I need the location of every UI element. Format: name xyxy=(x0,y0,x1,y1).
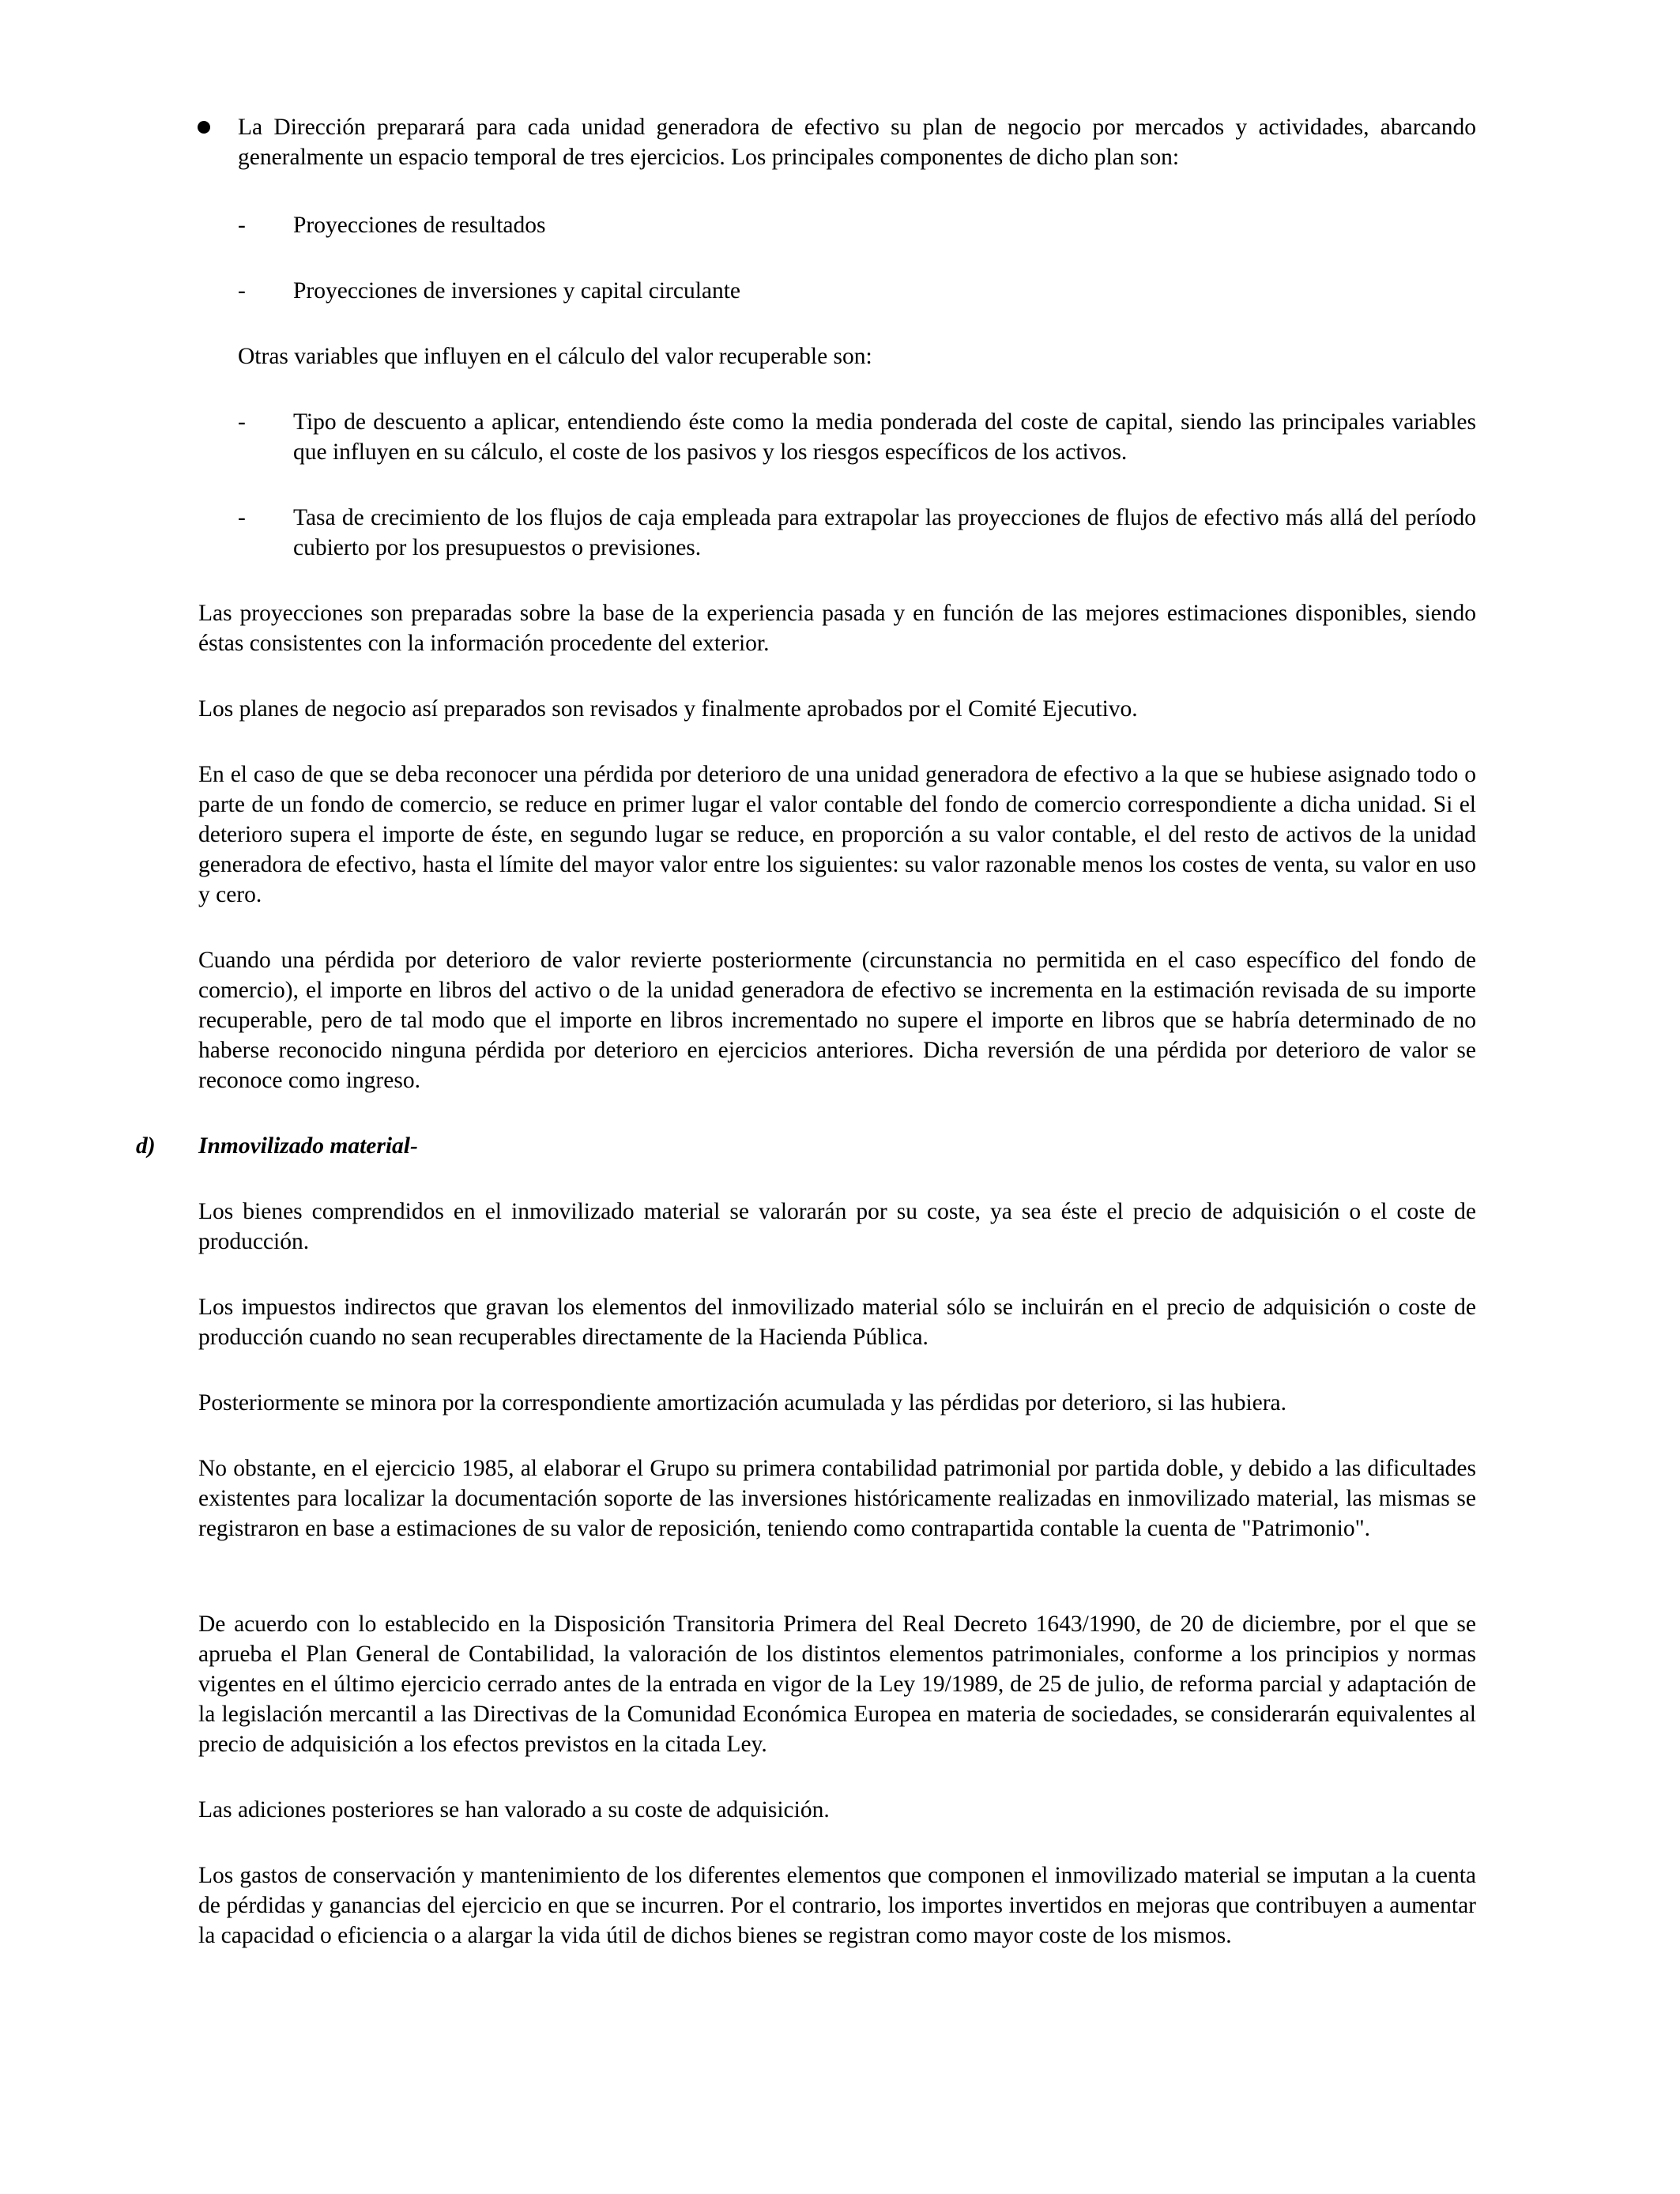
dash-marker: - xyxy=(238,278,246,303)
body-paragraph: Los bienes comprendidos en el inmovilizado material se valorarán por su coste, ya sea éste el precio de adquisición o el coste de producción. xyxy=(198,1199,1476,1254)
other-variables-intro: Otras variables que influyen en el cálculo del valor recuperable son: xyxy=(238,344,872,369)
body-paragraph: Los gastos de conservación y mantenimiento de los diferentes elementos que componen el inmovilizado material se imputan a la cuenta de pérdidas y ganancias del ejercicio en que se incurren. Por el contrario, los importes invertidos en mejoras que contribuyen a aumentar la capacidad o eficiencia o a alargar la vida útil de dichos bienes se registran como mayor coste de los mismos. xyxy=(198,1863,1476,1948)
dash-marker: - xyxy=(238,213,246,238)
bullet-dot-icon xyxy=(198,121,210,134)
body-paragraph: No obstante, en el ejercicio 1985, al elaborar el Grupo su primera contabilidad patrimonial por partida doble, y debido a las dificultades existentes para localizar la documentación soporte de las inversiones históricamente realizadas en inmovilizado material, las mismas se registraron en base a estimaciones de su valor de reposición, teniendo como contrapartida contable la cuenta de "Patrimonio". xyxy=(198,1456,1476,1541)
bullet-paragraph: La Dirección preparará para cada unidad generadora de efectivo su plan de negocio por mercados y actividades, abarcando generalmente un espacio temporal de tres ejercicios. Los principales componentes de dicho plan son: xyxy=(238,115,1476,170)
body-paragraph: Cuando una pérdida por deterioro de valor revierte posteriormente (circunstancia no permitida en el caso específico del fondo de comercio), el importe en libros del activo o de la unidad generadora de efectivo se incrementa en la estimación revisada de su importe recuperable, pero de tal modo que el importe en libros incrementado no supere el importe en libros que se habría determinado de no haberse reconocido ninguna pérdida por deterioro en ejercicios anteriores. Dicha reversión de una pérdida por deterioro de valor se reconoce como ingreso. xyxy=(198,948,1476,1093)
body-paragraph: Los impuestos indirectos que gravan los elementos del inmovilizado material sólo se incluirán en el precio de adquisición o coste de producción cuando no sean recuperables directamente de la Hacienda Pública. xyxy=(198,1295,1476,1350)
other-variable-item: Tipo de descuento a aplicar, entendiendo éste como la media ponderada del coste de capital, siendo las principales variables que influyen en su cálculo, el coste de los pasivos y los riesgos específicos de los activos. xyxy=(293,409,1476,465)
body-paragraph: Los planes de negocio así preparados son revisados y finalmente aprobados por el Comité Ejecutivo. xyxy=(198,696,1138,722)
section-title: Inmovilizado material- xyxy=(198,1133,418,1159)
body-paragraph: Posteriormente se minora por la correspondiente amortización acumulada y las pérdidas por deterioro, si las hubiera. xyxy=(198,1390,1287,1416)
dash-marker: - xyxy=(238,409,246,435)
body-paragraph: Las adiciones posteriores se han valorado a su coste de adquisición. xyxy=(198,1797,830,1823)
plan-component-item: Proyecciones de resultados xyxy=(293,213,546,238)
dash-marker: - xyxy=(238,505,246,530)
other-variable-item: Tasa de crecimiento de los flujos de caja empleada para extrapolar las proyecciones de flujos de efectivo más allá del período cubierto por los presupuestos o previsiones. xyxy=(293,505,1476,560)
section-letter: d) xyxy=(136,1133,156,1159)
body-paragraph: En el caso de que se deba reconocer una pérdida por deterioro de una unidad generadora de efectivo a la que se hubiese asignado todo o parte de un fondo de comercio, se reduce en primer lugar el valor contable del fondo de comercio correspondiente a dicha unidad. Si el deterioro supera el importe de éste, en segundo lugar se reduce, en proporción a su valor contable, el del resto de activos de la unidad generadora de efectivo, hasta el límite del mayor valor entre los siguientes: su valor razonable menos los costes de venta, su valor en uso y cero. xyxy=(198,762,1476,907)
body-paragraph: Las proyecciones son preparadas sobre la base de la experiencia pasada y en función de las mejores estimaciones disponibles, siendo éstas consistentes con la información procedente del exterior. xyxy=(198,601,1476,656)
body-paragraph: De acuerdo con lo establecido en la Disposición Transitoria Primera del Real Decreto 1643/1990, de 20 de diciembre, por el que se aprueba el Plan General de Contabilidad, la valoración de los distintos elementos patrimoniales, conforme a los principios y normas vigentes en el último ejercicio cerrado antes de la entrada en vigor de la Ley 19/1989, de 25 de julio, de reforma parcial y adaptación de la legislación mercantil a las Directivas de la Comunidad Económica Europea en materia de sociedades, se considerarán equivalentes al precio de adquisición a los efectos previstos en la citada Ley. xyxy=(198,1612,1476,1757)
plan-component-item: Proyecciones de inversiones y capital circulante xyxy=(293,278,741,303)
